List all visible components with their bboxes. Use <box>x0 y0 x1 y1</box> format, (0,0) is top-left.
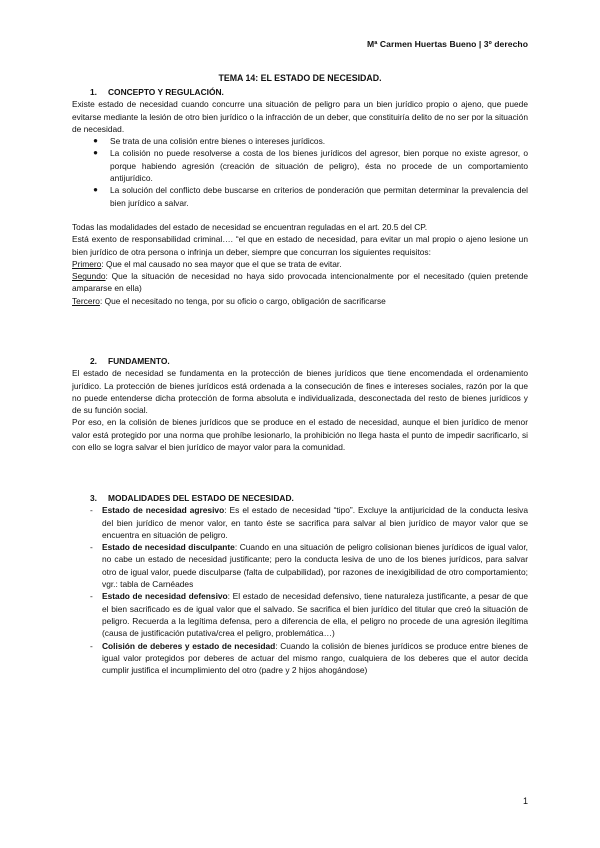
page-number: 1 <box>522 796 528 806</box>
modality-term: Estado de necesidad agresivo <box>102 505 225 516</box>
paragraph: Está exento de responsabilidad criminal…. “el que en estado de necesidad, para evitar un mal propio o ajeno lesione un bien jurídico de otra persona o infrinja un deber, siempre que concurran los siguientes requisitos: <box>72 234 528 257</box>
section-3-title: MODALIDADES DEL ESTADO DE NECESIDAD. <box>108 493 294 503</box>
modality-item <box>72 504 528 541</box>
section-1-heading <box>72 86 528 98</box>
modality-item <box>72 640 528 677</box>
paragraph: Todas las modalidades del estado de necesidad se encuentran reguladas en el art. 20.5 del CP. <box>72 221 428 232</box>
requirement <box>72 295 528 307</box>
section-2-title: FUNDAMENTO. <box>108 356 170 366</box>
bullet-item <box>72 135 528 147</box>
requirement-label: Segundo <box>72 271 106 282</box>
section-1-title: CONCEPTO Y REGULACIÓN. <box>108 87 224 97</box>
requirement <box>72 270 528 295</box>
modality-item <box>72 590 528 639</box>
section-3-number: 3. <box>90 493 97 503</box>
bullet-text: La solución del conflicto debe buscarse en criterios de ponderación que permitan determinar la prevalencia del bien jurídico a salvar. <box>110 185 528 208</box>
requirement-label: Tercero <box>72 295 100 306</box>
bullet-item <box>72 147 528 184</box>
bullet-text: La colisión no puede resolverse a costa de los bienes jurídicos del agresor, bien porque no existe agresor, o porque habiendo agresión (creación de situación de peligro), ésta no procede de un comportamiento antijurídico. <box>110 148 528 184</box>
dash-marker: - <box>90 591 93 602</box>
modality-text: : El estado de necesidad defensivo, tiene naturaleza justificante, a pesar de que el bien sacrificado es de igual valor que el salvado. Se sacrifica el bien jurídico del titular que creó la situación de peligro. Recuerda a la legítima defensa, pero a diferencia de ella, el peligro no procede de una agresión ilegítima (causa de justificación putativa/crea el peligro, problemática…) <box>102 591 528 639</box>
requirement-text: : Que el necesitado no tenga, por su oficio o cargo, obligación de sacrificarse <box>99 295 386 306</box>
dash-marker: - <box>90 505 93 516</box>
bullet-icon: ● <box>93 136 98 146</box>
document-title: TEMA 14: EL ESTADO DE NECESIDAD. <box>218 73 382 83</box>
section-3-heading <box>72 492 528 504</box>
section-2 <box>72 355 528 453</box>
page-header: Mª Carmen Huertas Bueno | 3º derecho <box>367 39 528 49</box>
section-1-number: 1. <box>90 87 97 97</box>
section-1 <box>72 86 528 307</box>
bullet-text: Se trata de una colisión entre bienes o intereses jurídicos. <box>110 136 326 147</box>
modality-term: Colisión de deberes y estado de necesidad <box>102 640 276 651</box>
modality-term: Estado de necesidad defensivo <box>102 591 228 602</box>
modality-item <box>72 541 528 590</box>
requirement <box>72 258 528 270</box>
modality-text: : Es el estado de necesidad “tipo”. Excluye la antijuricidad de la conducta lesiva del bien jurídico de menor valor, en tanto éste se sacrifica para salvar al bien jurídico de mayor valor que se encuentra en situación de peligro. <box>102 505 528 540</box>
modality-text: : Cuando la colisión de bienes jurídicos se produce entre bienes de igual valor protegidos por deberes de actuar del mismo rango, cualquiera de los deberes que el autor decida cumplir justifica el incumplimiento del otro (padre y 2 hijos ahogándose) <box>102 640 528 676</box>
paragraph: Por eso, en la colisión de bienes jurídicos que se produce en el estado de necesidad, aunque el bien jurídico de menor valor está protegido por una norma que prohíbe lesionarlo, la prohibición no llega hasta el punto de impedir sacrificarlo, si con ello se logra salvar el bien jurídico de mayor valor para la comunidad. <box>72 417 528 453</box>
paragraph: Existe estado de necesidad cuando concurre una situación de peligro para un bien jurídico propio o ajeno, que puede evitarse mediante la lesión de otro bien jurídico o la infracción de un deber, que constituiría delito de no ser por la situación de necesidad. <box>72 99 528 134</box>
section-3 <box>72 492 528 676</box>
section-2-heading <box>72 355 528 367</box>
requirement-text: : Que el mal causado no sea mayor que el que se trata de evitar. <box>101 258 342 269</box>
paragraph: El estado de necesidad se fundamenta en la protección de bienes jurídicos que tiene encomendada el ordenamiento jurídico. La protección de bienes jurídicos está ordenada a la consecución de fines e intereses sociales, razón por la que no puede entenderse dicha protección de forma absoluta e individualizada, desconectada del resto de bienes jurídicos y de su función social. <box>72 368 528 416</box>
dash-marker: - <box>90 542 93 553</box>
requirement-label: Primero <box>72 258 102 269</box>
bullet-icon: ● <box>93 185 98 195</box>
section-2-number: 2. <box>90 356 97 366</box>
requirement-text: : Que la situación de necesidad no haya sido provocada intencionalmente por el necesitado (quien pretende ampararse en ella) <box>72 271 528 294</box>
bullet-icon: ● <box>93 148 98 158</box>
dash-marker: - <box>90 640 93 651</box>
modality-term: Estado de necesidad disculpante <box>102 542 235 553</box>
modality-text: : Cuando en una situación de peligro colisionan bienes jurídicos de igual valor, no cabe un estado de necesidad justificante; pero la conducta lesiva de uno de los bienes jurídicos, para salvar otro de igual valor, puede disculparse (falta de culpabilidad), por razones de inexigibilidad de otro comportamiento; vgr.: tabla de Carnéades <box>102 542 528 590</box>
bullet-item <box>72 184 528 209</box>
